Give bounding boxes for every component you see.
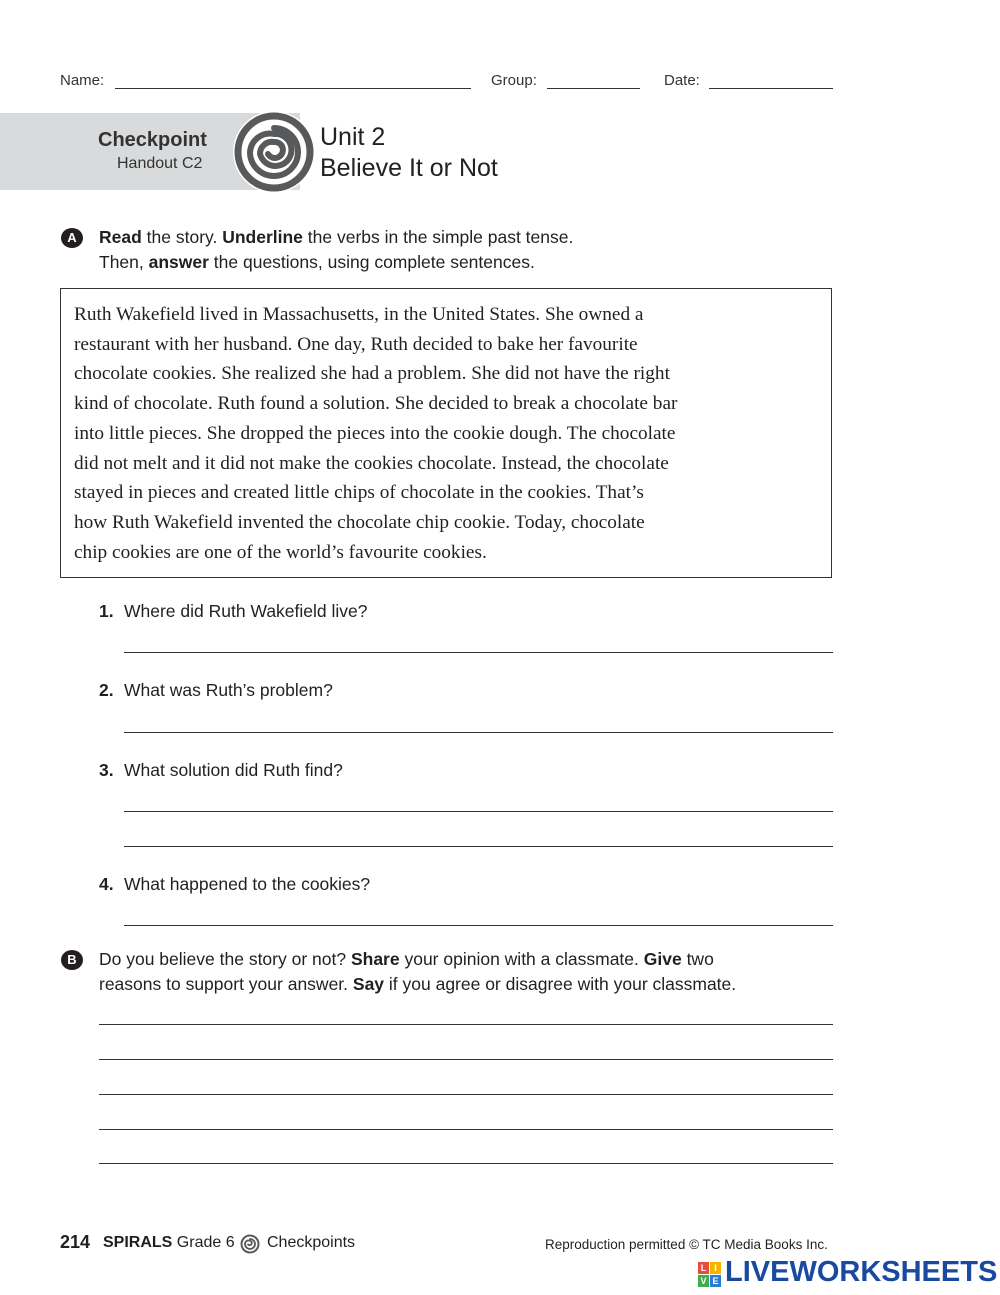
instruction-text: the story. <box>141 227 223 247</box>
footer-brand <box>103 1234 235 1252</box>
question-2-answer-line[interactable] <box>124 732 833 733</box>
unit-heading <box>320 122 498 184</box>
story-line: kind of chocolate. Ruth found a solution. She decided to break a chocolate bar <box>74 393 678 415</box>
question-2-text: What was Ruth’s problem? <box>124 680 333 700</box>
instruction-text: Then, <box>99 252 149 272</box>
date-label: Date: <box>664 72 700 89</box>
section-b-answer-line[interactable] <box>99 1024 833 1025</box>
group-label: Group: <box>491 72 537 89</box>
question-4-text: What happened to the cookies? <box>124 874 371 894</box>
section-b-instructions <box>99 947 736 997</box>
story-line: chip cookies are one of the world’s favourite cookies. <box>74 541 487 563</box>
section-b-answer-line[interactable] <box>99 1163 833 1164</box>
grade-label: Grade 6 <box>172 1234 235 1251</box>
story-line: did not melt and it did not make the cookies chocolate. Instead, the chocolate <box>74 452 669 474</box>
story-line: stayed in pieces and created little chips of chocolate in the cookies. That’s <box>74 482 644 504</box>
story-line: into little pieces. She dropped the pieces into the cookie dough. The chocolate <box>74 422 676 444</box>
brand-name: SPIRALS <box>103 1234 173 1251</box>
instruction-text: the questions, using complete sentences. <box>208 252 535 272</box>
question-2-number: 2. <box>99 680 114 700</box>
handout-label: Handout C2 <box>117 155 203 172</box>
group-field[interactable] <box>547 88 640 89</box>
question-3-answer-line[interactable] <box>124 811 833 812</box>
verb-share: Share <box>350 949 400 969</box>
section-a-badge: A <box>61 228 83 248</box>
story-line: Ruth Wakefield lived in Massachusetts, in the United States. She owned a <box>74 304 644 325</box>
name-field[interactable] <box>115 88 471 89</box>
instruction-line-2 <box>99 972 736 997</box>
verb-answer: answer <box>148 252 209 272</box>
checkpoint-title: Checkpoint <box>98 129 207 151</box>
instruction-text: reasons to support your answer. <box>99 974 353 994</box>
instruction-text: two <box>681 949 714 969</box>
question-4-answer-line[interactable] <box>124 925 833 926</box>
instruction-line-2 <box>99 250 573 275</box>
liveworksheets-watermark[interactable]: LIVEWORKSHEETS <box>725 1256 998 1288</box>
story-line: restaurant with her husband. One day, Ruth decided to bake her favourite <box>74 333 638 355</box>
spiral-small-icon <box>240 1234 260 1254</box>
question-4-number: 4. <box>99 874 114 894</box>
instruction-text: Do you believe the story or not? <box>99 949 351 969</box>
unit-title: Believe It or Not <box>320 154 498 182</box>
unit-number: Unit 2 <box>320 123 386 151</box>
verb-give: Give <box>643 949 682 969</box>
copyright: Reproduction permitted © TC Media Books Inc. <box>545 1237 828 1252</box>
page-number: 214 <box>60 1232 91 1252</box>
liveworksheets-logo-icon: L I V E <box>698 1262 722 1288</box>
question-1-number: 1. <box>99 601 114 621</box>
story-line: chocolate cookies. She realized she had a problem. She did not have the right <box>74 363 670 385</box>
instruction-text: if you agree or disagree with your classmate. <box>384 974 737 994</box>
instruction-line-1 <box>99 225 573 250</box>
question-1-text: Where did Ruth Wakefield live? <box>124 601 368 621</box>
instruction-text: your opinion with a classmate. <box>399 949 644 969</box>
section-b-badge: B <box>61 950 83 970</box>
section-b-answer-line[interactable] <box>99 1094 833 1095</box>
name-label: Name: <box>60 72 105 89</box>
date-field[interactable] <box>709 88 833 89</box>
footer-section: Checkpoints <box>267 1234 356 1251</box>
verb-say: Say <box>352 974 385 994</box>
section-a-instructions <box>99 225 573 275</box>
section-b-answer-line[interactable] <box>99 1129 833 1130</box>
question-3-number: 3. <box>99 760 114 780</box>
story-box <box>60 288 832 578</box>
question-1-answer-line[interactable] <box>124 652 833 653</box>
section-b-answer-line[interactable] <box>99 1059 833 1060</box>
verb-underline: Underline <box>222 227 303 247</box>
question-3-text: What solution did Ruth find? <box>124 760 343 780</box>
question-3-answer-line[interactable] <box>124 846 833 847</box>
story-line: how Ruth Wakefield invented the chocolate chip cookie. Today, chocolate <box>74 511 645 533</box>
instruction-text: the verbs in the simple past tense. <box>302 227 574 247</box>
spiral-logo-icon <box>232 110 316 194</box>
instruction-line-1 <box>99 947 736 972</box>
verb-read: Read <box>99 227 142 247</box>
